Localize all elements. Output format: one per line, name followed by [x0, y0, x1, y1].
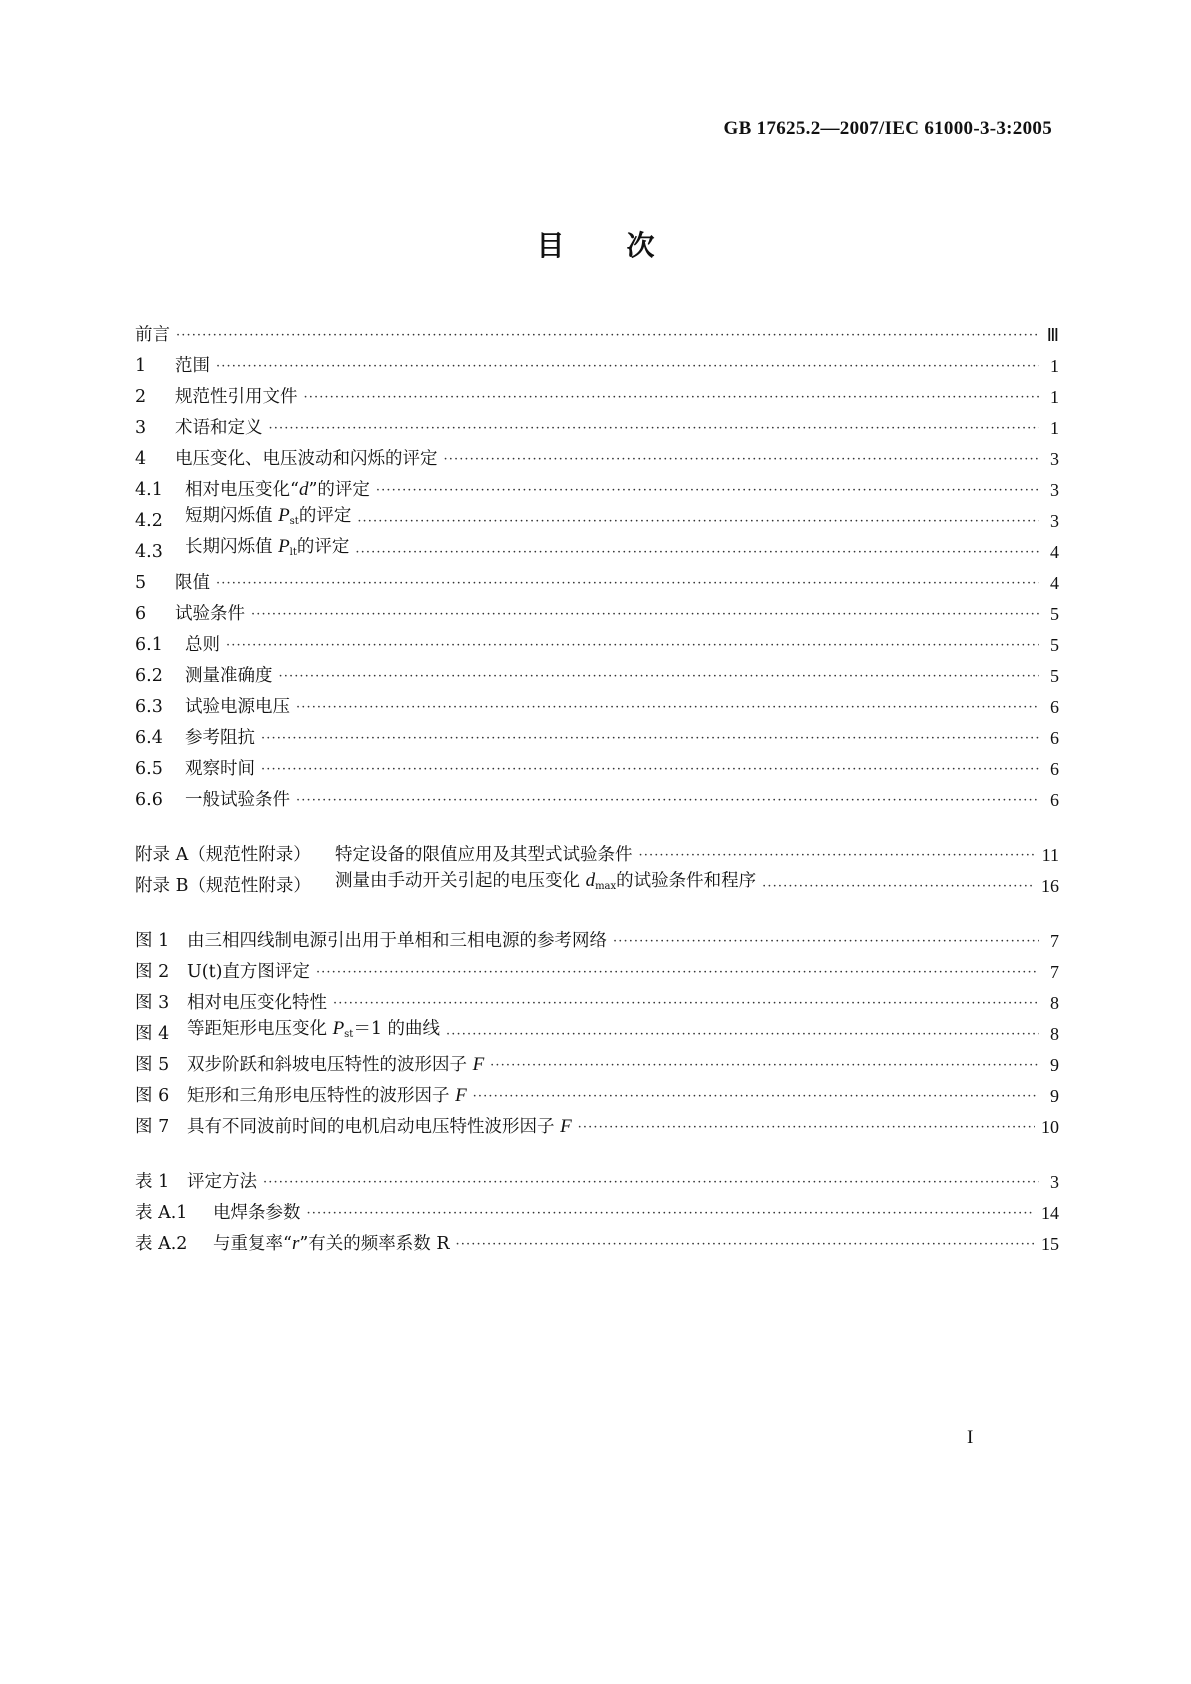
entry-title: 电焊条参数 — [213, 1203, 301, 1223]
leader-dots — [261, 723, 1039, 754]
leader-dots — [216, 568, 1039, 599]
entry-page: Ⅲ — [1046, 325, 1059, 345]
leader-dots — [355, 537, 1039, 568]
entry-page: 7 — [1050, 931, 1059, 951]
entry-title: 双步阶跃和斜坡电压特性的波形因子 F — [187, 1054, 485, 1075]
entry-page: 10 — [1041, 1117, 1059, 1137]
entry-title: 由三相四线制电源引出用于单相和三相电源的参考网络 — [187, 931, 607, 951]
entry-title: 观察时间 — [185, 759, 255, 779]
entry-title: U(t)直方图评定 — [187, 962, 310, 982]
figure-entry[interactable] — [135, 1081, 1059, 1112]
entry-number: 图 7 — [135, 1117, 170, 1137]
entry-number: 4.2 — [135, 511, 163, 531]
entry-title: 术语和定义 — [175, 418, 263, 438]
leader-dots — [316, 957, 1039, 988]
toc-entry[interactable] — [135, 351, 1059, 382]
leader-dots — [490, 1050, 1039, 1081]
entry-page: 8 — [1050, 993, 1059, 1013]
table-entry[interactable] — [135, 1167, 1059, 1198]
entry-page: 1 — [1050, 387, 1059, 407]
entry-title: 测量由手动开关引起的电压变化 $d_{max}$的试验条件和程序 — [335, 870, 757, 892]
leader-dots — [357, 506, 1039, 537]
entry-page: 14 — [1041, 1203, 1059, 1223]
entry-number: 附录 A（规范性附录） — [135, 845, 311, 865]
toc-entry[interactable] — [135, 320, 1059, 351]
leader-dots — [279, 661, 1040, 692]
entry-number: 4.1 — [135, 480, 163, 500]
entry-title: 总则 — [185, 635, 220, 655]
entry-page: 6 — [1050, 697, 1059, 717]
entry-page: 7 — [1050, 962, 1059, 982]
entry-title: 试验条件 — [175, 604, 245, 624]
entry-title: 矩形和三角形电压特性的波形因子 F — [187, 1085, 467, 1106]
leader-dots — [176, 320, 1039, 351]
entry-number: 图 3 — [135, 993, 170, 1013]
entry-title: 等距矩形电压变化 $P_{st}=1$ 的曲线 — [187, 1018, 441, 1040]
toc-entry[interactable] — [135, 661, 1059, 692]
entry-page: 3 — [1050, 480, 1059, 500]
leader-dots — [578, 1112, 1035, 1143]
leader-dots — [456, 1229, 1035, 1260]
entry-page: 11 — [1041, 845, 1059, 865]
entry-page: 6 — [1050, 790, 1059, 810]
entry-number: 附录 B（规范性附录） — [135, 876, 311, 896]
leader-dots — [251, 599, 1039, 630]
entry-page: 6 — [1050, 759, 1059, 779]
leader-dots — [376, 475, 1039, 506]
toc-entry[interactable] — [135, 444, 1059, 475]
toc-entry[interactable] — [135, 754, 1059, 785]
entry-number: 2 — [135, 387, 147, 407]
figure-entry[interactable] — [135, 957, 1059, 988]
figure-entry[interactable] — [135, 1019, 1059, 1050]
entry-number: 6.3 — [135, 697, 163, 717]
page-number: I — [967, 1427, 974, 1448]
entry-page: 3 — [1050, 511, 1059, 531]
leader-dots — [296, 692, 1039, 723]
entry-title: 与重复率“r”有关的频率系数 R — [213, 1233, 450, 1254]
entry-number: 6.1 — [135, 635, 163, 655]
entry-number: 表 A.1 — [135, 1203, 188, 1223]
table-entry[interactable] — [135, 1198, 1059, 1229]
leader-dots — [762, 871, 1035, 902]
entry-number: 表 A.2 — [135, 1234, 188, 1254]
entry-page: 9 — [1050, 1086, 1059, 1106]
entry-number: 6.6 — [135, 790, 163, 810]
entry-title: 参考阻抗 — [185, 728, 255, 748]
entry-number: 1 — [135, 356, 147, 376]
entry-number: 6 — [135, 604, 147, 624]
entry-page: 3 — [1050, 1172, 1059, 1192]
entry-number: 图 2 — [135, 962, 170, 982]
entry-page: 15 — [1041, 1234, 1059, 1254]
title-char-right: 次 — [626, 229, 655, 262]
entry-page: 9 — [1050, 1055, 1059, 1075]
leader-dots — [216, 351, 1039, 382]
leader-dots — [296, 785, 1039, 816]
entry-title: 电压变化、电压波动和闪烁的评定 — [175, 449, 438, 469]
entry-number: 6.4 — [135, 728, 163, 748]
entry-title: 范围 — [175, 356, 210, 376]
figure-entry[interactable] — [135, 1112, 1059, 1143]
entry-title: 评定方法 — [187, 1172, 257, 1192]
entry-number: 4.3 — [135, 542, 163, 562]
entry-page: 5 — [1050, 635, 1059, 655]
toc-entry[interactable] — [135, 537, 1059, 568]
entry-title: 限值 — [175, 573, 210, 593]
leader-dots — [226, 630, 1039, 661]
entry-page: 4 — [1050, 573, 1059, 593]
entry-number: 5 — [135, 573, 147, 593]
entry-page: 5 — [1050, 604, 1059, 624]
entry-title: 试验电源电压 — [185, 697, 290, 717]
entry-page: 5 — [1050, 666, 1059, 686]
page-title — [0, 224, 1191, 264]
entry-title: 长期闪烁值 $P_{lt}$的评定 — [185, 536, 350, 558]
entry-number: 3 — [135, 418, 147, 438]
toc-entry[interactable] — [135, 413, 1059, 444]
leader-dots — [613, 926, 1039, 957]
leader-dots — [263, 1167, 1039, 1198]
leader-dots — [304, 382, 1040, 413]
entry-title: 特定设备的限值应用及其型式试验条件 — [335, 845, 633, 865]
leader-dots — [444, 444, 1040, 475]
entry-title: 测量准确度 — [185, 666, 273, 686]
entry-page: 6 — [1050, 728, 1059, 748]
toc-entry[interactable] — [135, 630, 1059, 661]
title-char-left: 目 — [536, 229, 565, 262]
entry-title: 规范性引用文件 — [175, 387, 298, 407]
entry-page: 4 — [1050, 542, 1059, 562]
entry-number: 表 1 — [135, 1172, 170, 1192]
leader-dots — [261, 754, 1039, 785]
figure-entry[interactable] — [135, 926, 1059, 957]
entry-number: 图 4 — [135, 1024, 170, 1044]
entry-title: 相对电压变化“d”的评定 — [185, 479, 370, 500]
toc-entry[interactable] — [135, 692, 1059, 723]
toc-entry[interactable] — [135, 382, 1059, 413]
entry-page: 1 — [1050, 418, 1059, 438]
entry-title: 一般试验条件 — [185, 790, 290, 810]
entry-number: 6.2 — [135, 666, 163, 686]
toc-entry[interactable] — [135, 568, 1059, 599]
table-of-contents — [135, 320, 1059, 1260]
figure-entry[interactable] — [135, 1050, 1059, 1081]
entry-title: 短期闪烁值 $P_{st}$的评定 — [185, 505, 352, 527]
toc-entry[interactable] — [135, 599, 1059, 630]
entry-title: 相对电压变化特性 — [187, 993, 327, 1013]
toc-entry[interactable] — [135, 723, 1059, 754]
entry-number: 图 6 — [135, 1086, 170, 1106]
entry-title: 前言 — [135, 325, 170, 345]
leader-dots — [446, 1019, 1039, 1050]
leader-dots — [473, 1081, 1039, 1112]
entry-number: 6.5 — [135, 759, 163, 779]
entry-page: 3 — [1050, 449, 1059, 469]
annex-entry[interactable] — [135, 871, 1059, 902]
entry-number: 图 1 — [135, 931, 170, 951]
entry-title: 具有不同波前时间的电机启动电压特性波形因子 F — [187, 1116, 572, 1137]
table-entry[interactable] — [135, 1229, 1059, 1260]
standard-number: GB 17625.2—2007/IEC 61000-3-3:2005 — [723, 118, 1052, 139]
entry-page: 16 — [1041, 876, 1059, 896]
entry-number: 4 — [135, 449, 147, 469]
leader-dots — [307, 1198, 1036, 1229]
entry-page: 1 — [1050, 356, 1059, 376]
toc-entry[interactable] — [135, 785, 1059, 816]
entry-page: 8 — [1050, 1024, 1059, 1044]
leader-dots — [269, 413, 1040, 444]
entry-number: 图 5 — [135, 1055, 170, 1075]
